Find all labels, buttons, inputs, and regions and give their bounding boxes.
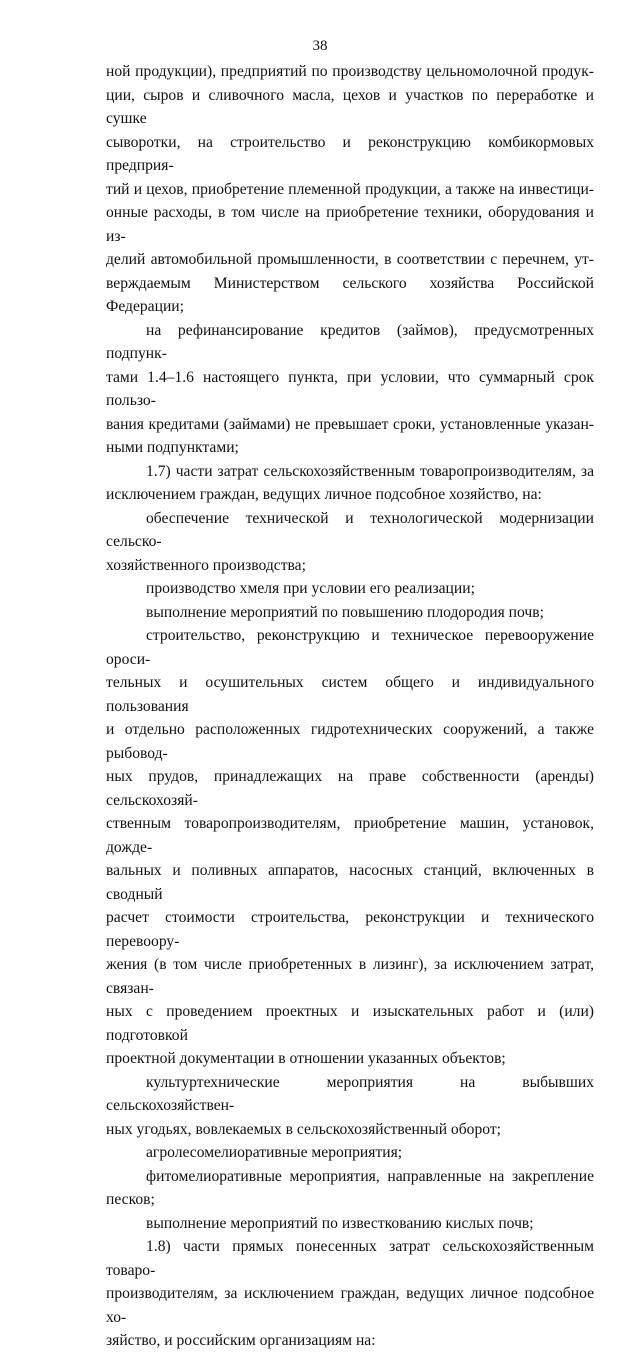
text-line: строительство, реконструкцию и техническое перевооружение ороси- [106, 627, 594, 668]
text-line: производителям, за исключением граждан, ведущих личное подсобное хо- [106, 1285, 594, 1326]
text-line: культуртехнические мероприятия на выбывших сельскохозяйствен- [106, 1073, 594, 1114]
text-line: ственным товаропроизводителям, приобретение машин, установок, дожде- [106, 815, 594, 856]
text-line: ных угодьях, вовлекаемых в сельскохозяйственный оборот; [106, 1120, 501, 1138]
text-line: тами 1.4–1.6 настоящего пункта, при условии, что суммарный срок пользо- [106, 368, 594, 409]
text-line: агролесомелиоративные мероприятия; [146, 1144, 403, 1161]
text-line: онные расходы, в том числе на приобретение техники, оборудования и из- [106, 204, 594, 245]
text-line: обеспечение технической и технологической модернизации сельско- [106, 509, 594, 550]
text-line: и отдельно расположенных гидротехнических сооружений, а также рыбовод- [106, 721, 594, 762]
text-line: выполнение мероприятий по известкованию кислых почв; [146, 1214, 534, 1232]
text-line: делий автомобильной промышленности, в соответствии с перечнем, ут- [106, 251, 594, 268]
text-line: ции, сыров и сливочного масла, цехов и участков по переработке и сушке [106, 86, 594, 127]
text-line: жения (в том числе приобретенных в лизинг), за исключением затрат, связан- [106, 956, 594, 997]
text-line: верждаемым Министерством сельского хозяйства Российской Федерации; [106, 274, 594, 315]
text-line: ных с проведением проектных и изыскательных работ и (или) подготовкой [106, 1003, 594, 1044]
text-line: производство хмеля при условии его реализации; [146, 580, 475, 597]
text-line: тий и цехов, приобретение племенной продукции, а также на инвестици- [106, 180, 594, 198]
page-number: 38 [312, 38, 328, 54]
document-body [106, 60, 594, 1353]
text-line: ной продукции), предприятий по производству цельномолочной продук- [106, 63, 594, 80]
text-line: 1.8) части прямых понесенных затрат сельскохозяйственным товаро- [106, 1238, 594, 1279]
text-line: исключением граждан, ведущих личное подсобное хозяйство, на: [106, 486, 542, 503]
text-line: зяйство, и российским организациям на: [106, 1332, 376, 1349]
text-line: вальных и поливных аппаратов, насосных станций, включенных в сводный [106, 862, 594, 903]
text-line: ными подпунктами; [106, 439, 239, 456]
text-line: расчет стоимости строительства, реконструкции и технического перевоору- [106, 909, 594, 950]
text-line: проектной документации в отношении указанных объектов; [106, 1050, 506, 1067]
text-line: песков; [106, 1191, 155, 1208]
text-line: ных прудов, принадлежащих на праве собственности (аренды) сельскохозяй- [106, 768, 594, 809]
text-line: выполнение мероприятий по повышению плодородия почв; [146, 603, 544, 621]
text-line: фитомелиоративные мероприятия, направленные на закрепление [146, 1167, 594, 1185]
text-line: на рефинансирование кредитов (займов), предусмотренных подпунк- [106, 321, 594, 362]
text-line: 1.7) части затрат сельскохозяйственным товаропроизводителям, за [146, 462, 594, 480]
text-line: сыворотки, на строительство и реконструкцию комбикормовых предприя- [106, 133, 594, 174]
text-line: тельных и осушительных систем общего и индивидуального пользования [106, 674, 594, 715]
text-line: вания кредитами (займами) не превышает сроки, установленные указан- [106, 415, 594, 433]
text-line: хозяйственного производства; [106, 556, 306, 574]
